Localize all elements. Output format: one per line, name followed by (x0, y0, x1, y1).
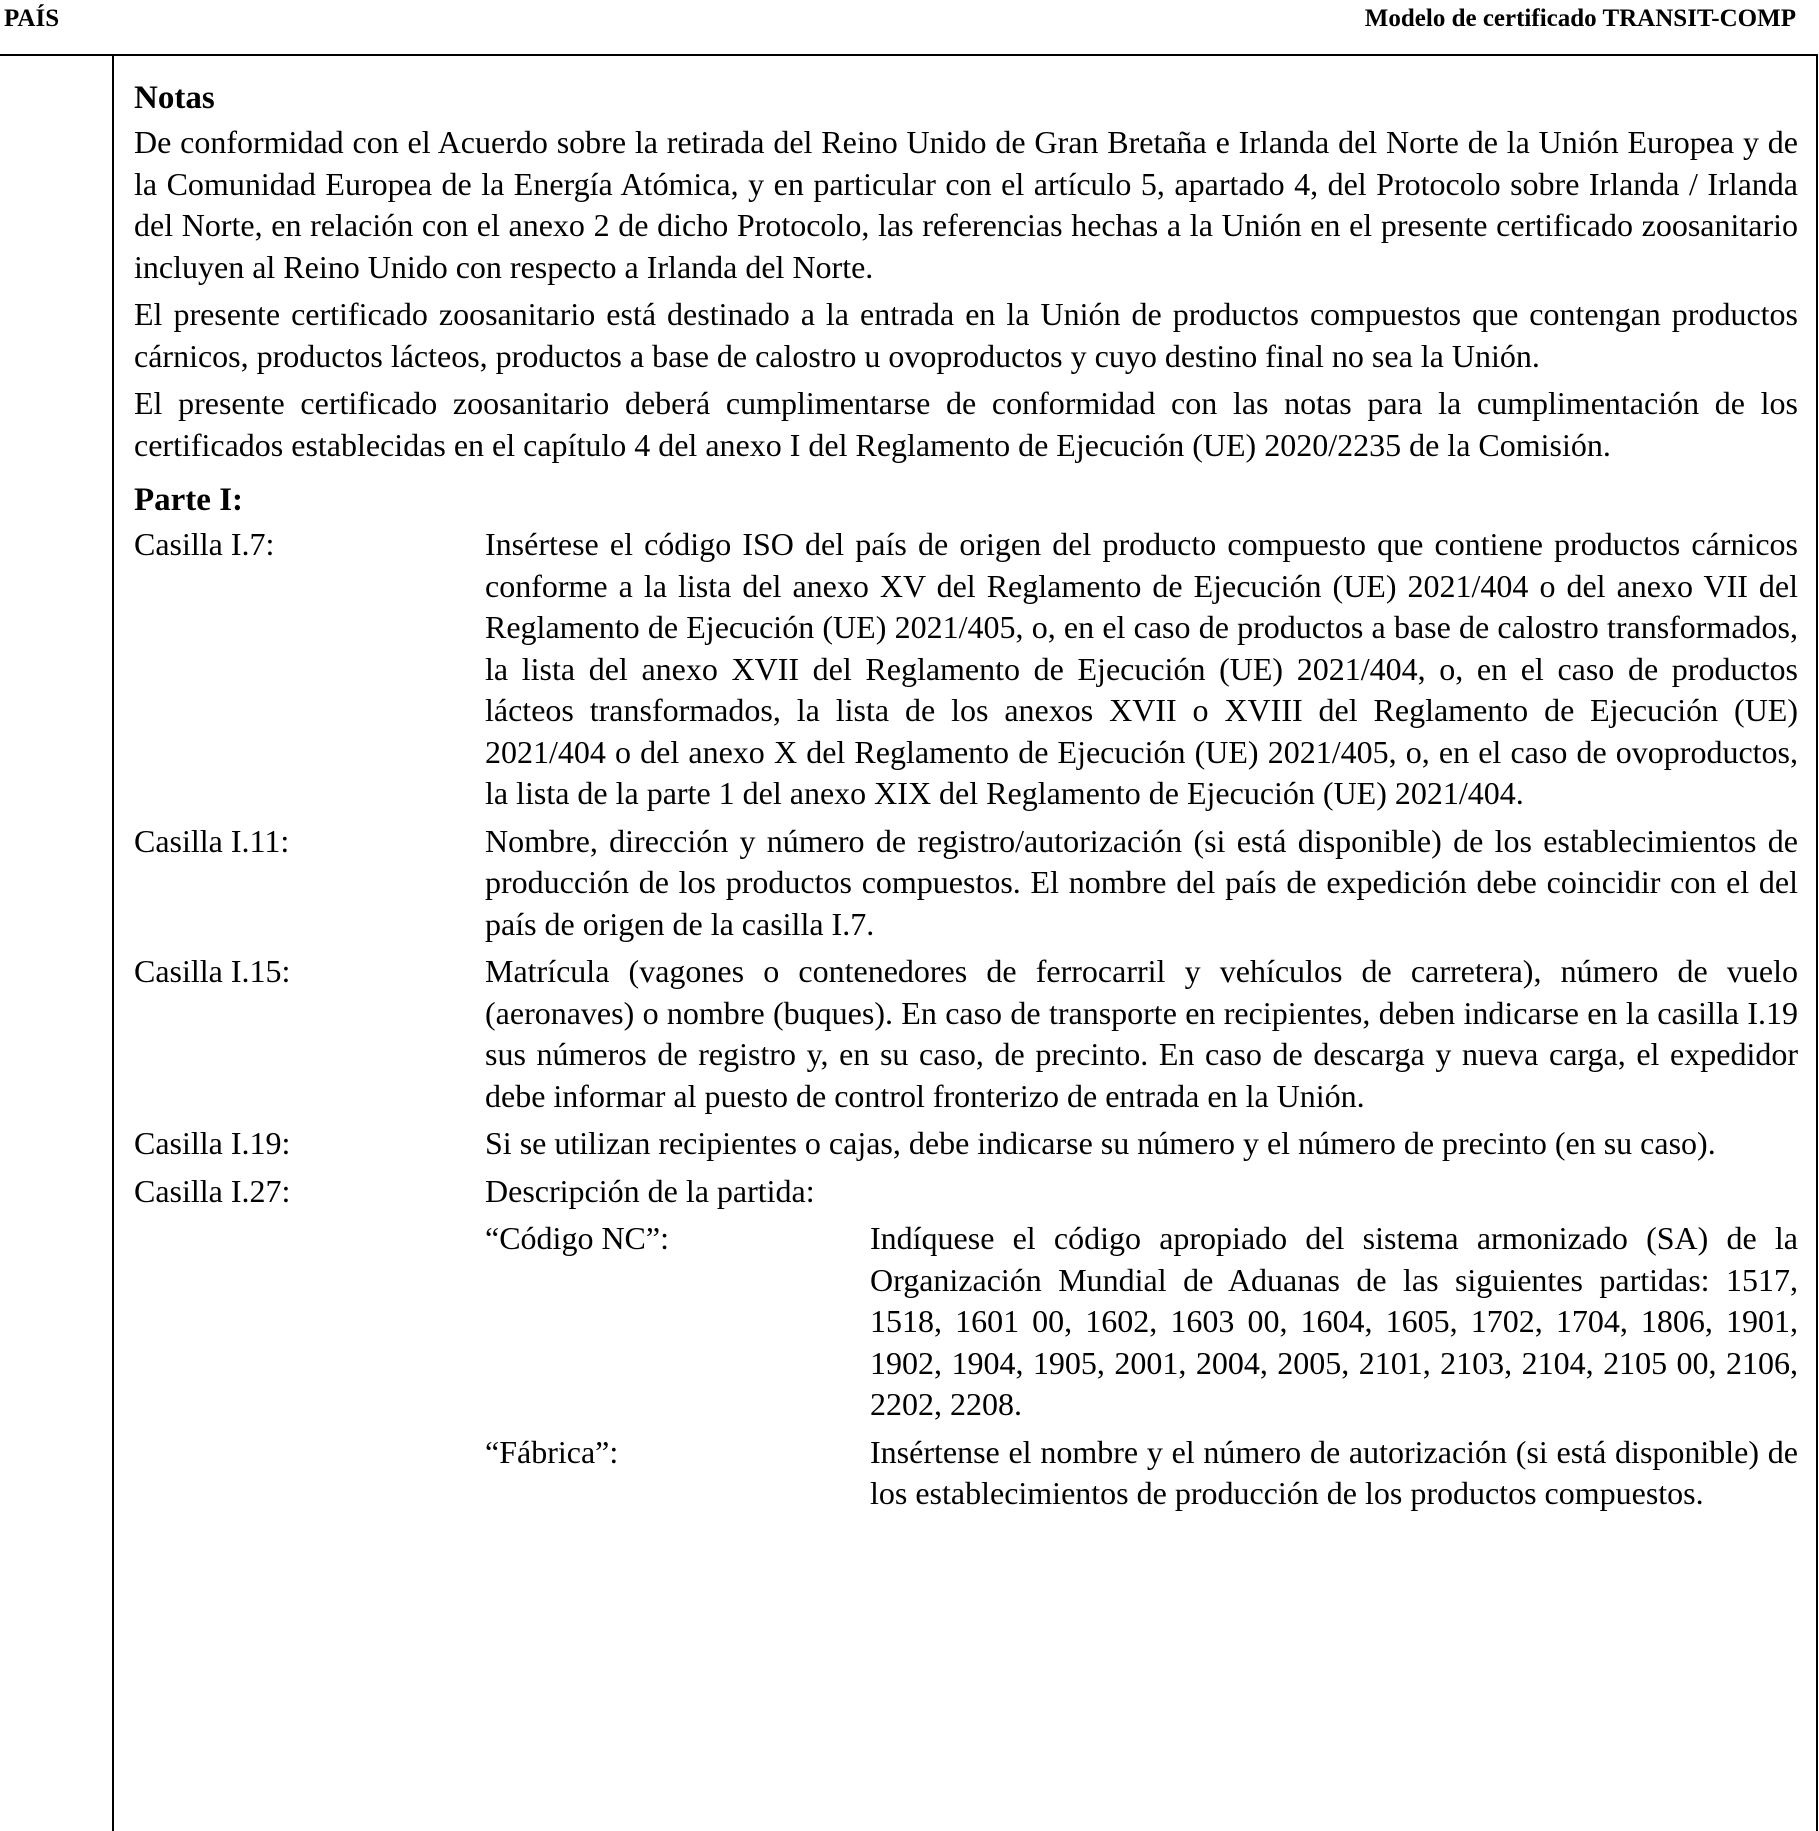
notes-title: Notas (134, 80, 215, 116)
box-i7 (134, 524, 1798, 815)
header-model-title: Modelo de certificado TRANSIT-COMP (1364, 5, 1796, 32)
box-label: Casilla I.27: (134, 1172, 291, 1209)
box-i15 (134, 951, 1798, 1117)
part-1-title: Parte I: (134, 482, 244, 518)
subfield-factory (485, 1432, 1798, 1515)
box-body (485, 1171, 1798, 1515)
box-label: Casilla I.15: (134, 953, 291, 989)
subfield-text: Insértense el nombre y el número de autorización (si está disponible) de los establecimientos de producción de los productos compuestos. (870, 1433, 1798, 1511)
document-content (134, 74, 1798, 1521)
box-text: Descripción de la partida: (485, 1172, 815, 1209)
subfield-label: “Fábrica”: (485, 1433, 619, 1470)
subfield-cn-code (485, 1218, 1798, 1426)
box-label: Casilla I.7: (134, 526, 275, 562)
notes-paragraph-3: El presente certificado zoosanitario deberá cumplimentarse de conformidad con las notas para la cumplimentación de los certificados establecidas en el capítulo 4 del anexo I del Reglamento de Ejecución (UE) 2020/2235 de la Comisión. (134, 385, 1798, 463)
subfield-text: Indíquese el código apropiado del sistema armonizado (SA) de la Organización Mundial de Aduanas de las siguientes partidas: 1517, 1518, 1601 00, 1602, 1603 00, 1604, 1605, 1702, 1704, 1806, 1901, 1902, 1904, 1905, 2001, 2004, 2005, 2101, 2103, 2104, 2105 00, 2106, 2202, 2208. (870, 1220, 1798, 1422)
box-text: Nombre, dirección y número de registro/autorización (si está disponible) de los establecimientos de producción de los productos compuestos. El nombre del país de expedición debe coincidir con el del país de origen de la casilla I.7. (485, 822, 1798, 942)
box-i19 (134, 1123, 1798, 1165)
box-text: Si se utilizan recipientes o cajas, debe indicarse su número y el número de precinto (en su caso). (485, 1125, 1716, 1161)
box-label: Casilla I.19: (134, 1125, 291, 1161)
header-country: PAÍS (4, 5, 60, 32)
box-i11 (134, 821, 1798, 946)
subfield-label: “Código NC”: (485, 1220, 669, 1256)
left-column-separator (112, 54, 114, 1831)
box-text: Matrícula (vagones o contenedores de ferrocarril y vehículos de carretera), número de vuelo (aeronaves) o nombre (buques). En caso de transporte en recipientes, deben indicarse en la casilla I.19 sus números de registro y, en su caso, de precinto. En caso de descarga y nueva carga, el expedidor debe informar al puesto de control fronterizo de entrada en la Unión. (485, 953, 1798, 1114)
notes-paragraph-2: El presente certificado zoosanitario está destinado a la entrada en la Unión de productos compuestos que contengan productos cárnicos, productos lácteos, productos a base de calostro u ovoproductos y cuyo destino final no sea la Unión. (134, 296, 1798, 374)
notes-paragraph-1: De conformidad con el Acuerdo sobre la retirada del Reino Unido de Gran Bretaña e Irlanda del Norte de la Unión Europea y de la Comunidad Europea de la Energía Atómica, y en particular con el artículo 5, apartado 4, del Protocolo sobre Irlanda / Irlanda del Norte, en relación con el anexo 2 de dicho Protocolo, las referencias hechas a la Unión en el presente certificado zoosanitario incluyen al Reino Unido con respecto a Irlanda del Norte. (134, 124, 1798, 285)
box-i27 (134, 1171, 1798, 1515)
box-text: Insértese el código ISO del país de origen del producto compuesto que contiene productos cárnicos conforme a la lista del anexo XV del Reglamento de Ejecución (UE) 2021/404 o del anexo VII del Reglamento de Ejecución (UE) 2021/405, o, en el caso de productos a base de calostro transformados, la lista del anexo XVII del Reglamento de Ejecución (UE) 2021/404, o, en el caso de productos lácteos transformados, la lista de los anexos XVII o XVIII del Reglamento de Ejecución (UE) 2021/404 o del anexo X del Reglamento de Ejecución (UE) 2021/405, o, en el caso de ovoproductos, la lista de la parte 1 del anexo XIX del Reglamento de Ejecución (UE) 2021/404. (485, 526, 1798, 811)
box-label: Casilla I.11: (134, 822, 290, 859)
